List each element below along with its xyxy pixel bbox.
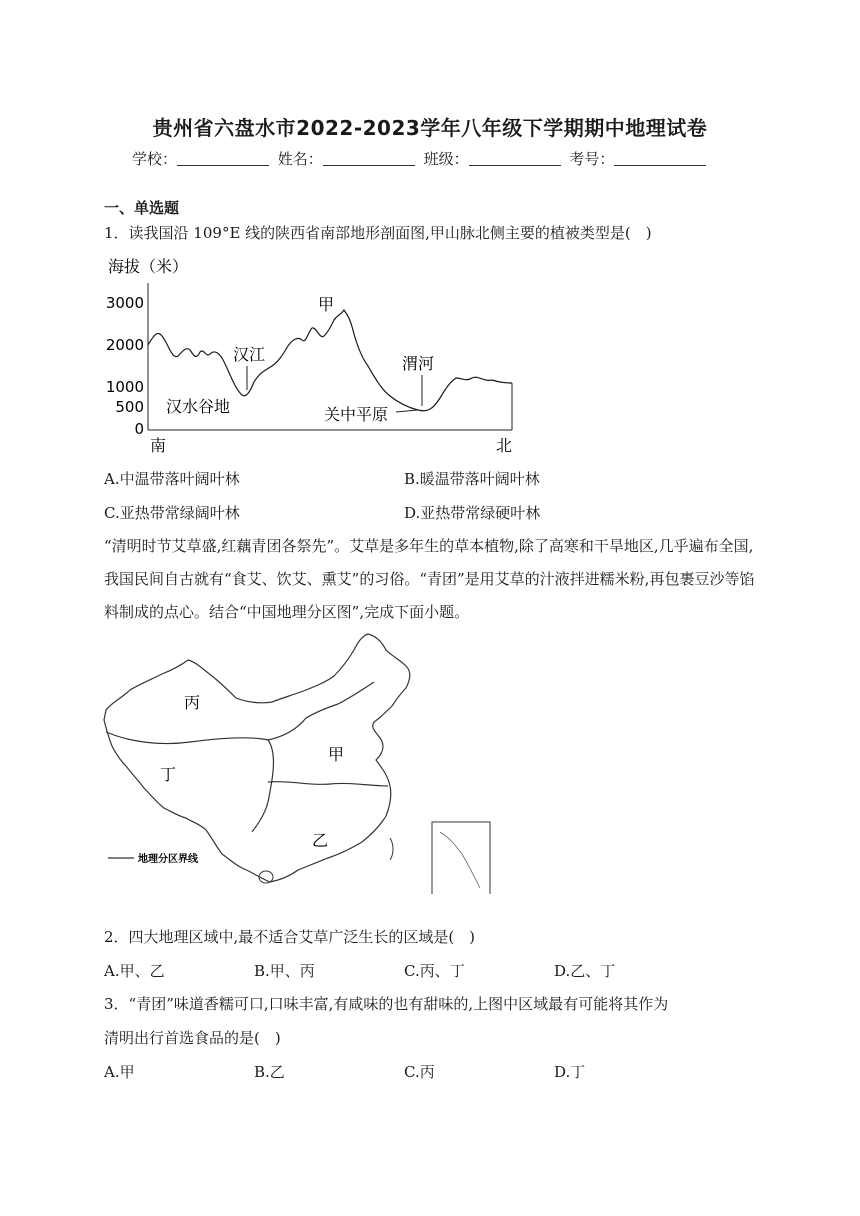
boundary-west-line <box>106 732 273 832</box>
ytick-1000: 1000 <box>105 378 144 396</box>
q1-option-b[interactable]: B.暖温带落叶阔叶林 <box>404 470 540 488</box>
hainan-island <box>259 871 273 883</box>
question-3-stem-line1: 3．“青团”味道香糯可口,口味丰富,有咸味的也有甜味的,上图中区域最有可能将其作为 <box>104 995 669 1013</box>
school-blank[interactable] <box>177 151 269 166</box>
class-blank[interactable] <box>469 151 561 166</box>
label-guanzhong-plain: 关中平原 <box>324 405 389 424</box>
region-jia: 甲 <box>328 745 345 764</box>
boundary-north-line <box>268 682 374 740</box>
q1-option-a[interactable]: A.中温带落叶阔叶林 <box>104 470 240 488</box>
question-2-stem: 2．四大地理区域中,最不适合艾草广泛生长的区域是( ) <box>104 928 476 946</box>
label-weihe: 渭河 <box>402 354 435 373</box>
question-3-stem-line2: 清明出行首选食品的是( ) <box>104 1029 281 1047</box>
q2-option-b[interactable]: B.甲、丙 <box>254 962 315 980</box>
china-outline <box>104 634 410 882</box>
label-north: 北 <box>496 436 513 455</box>
student-info-line <box>132 148 710 169</box>
label-south: 南 <box>150 436 167 455</box>
exam-number-label: 考号： <box>569 150 615 168</box>
terrain-profile-line <box>148 310 512 411</box>
region-bing: 丙 <box>184 693 201 712</box>
region-ding: 丁 <box>160 765 177 784</box>
q3-option-d[interactable]: D.丁 <box>554 1063 586 1081</box>
q2-option-a[interactable]: A.甲、乙 <box>104 962 165 980</box>
profile-ylabel: 海拔（米） <box>108 257 189 276</box>
ytick-2000: 2000 <box>105 336 144 354</box>
q2-option-c[interactable]: C.丙、丁 <box>404 962 465 980</box>
question-1-stem: 1．读我国沿 109°E 线的陕西省南部地形剖面图,甲山脉北侧主要的植被类型是( ) <box>104 224 652 242</box>
inset-coastline <box>440 832 480 888</box>
ytick-0: 0 <box>134 420 144 438</box>
exam-number-blank[interactable] <box>614 151 706 166</box>
class-label: 班级： <box>423 150 469 168</box>
taiwan-island <box>390 838 393 860</box>
section-heading: 一、单选题 <box>104 199 180 217</box>
school-label: 学校： <box>132 150 178 168</box>
label-hanshui-valley: 汉水谷地 <box>166 397 231 416</box>
q1-option-d[interactable]: D.亚热带常绿硬叶林 <box>404 504 541 522</box>
label-hanjiang: 汉江 <box>233 345 266 364</box>
q1-option-c[interactable]: C.亚热带常绿阔叶林 <box>104 504 240 522</box>
boundary-qinling-line <box>268 782 388 786</box>
region-yi: 乙 <box>312 831 329 850</box>
china-region-map <box>100 632 500 894</box>
q3-option-a[interactable]: A.甲 <box>104 1063 135 1081</box>
terrain-profile-figure <box>100 248 530 458</box>
q2-option-d[interactable]: D.乙、丁 <box>554 962 616 980</box>
label-jia-mountain: 甲 <box>318 295 335 314</box>
ytick-500: 500 <box>115 398 144 416</box>
page-title: 贵州省六盘水市2022-2023学年八年级下学期期中地理试卷 <box>152 116 708 140</box>
q3-option-b[interactable]: B.乙 <box>254 1063 285 1081</box>
name-label: 姓名： <box>277 150 323 168</box>
guanzhong-pointer <box>396 410 418 412</box>
ytick-3000: 3000 <box>105 294 144 312</box>
legend-label: 地理分区界线 <box>138 854 198 865</box>
passage-text: “清明时节艾草盛,红藕青团各祭先”。艾草是多年生的草本植物,除了高寒和干旱地区,几乎遍布全国,我国民间自古就有“食艾、饮艾、熏艾”的习俗。“青团”是用艾草的汁液拌进糯米粉,再包裹豆沙等馅料制成的点心。结合“中国地理分区图”,完成下面小题。 <box>104 537 755 621</box>
name-blank[interactable] <box>323 151 415 166</box>
q3-option-c[interactable]: C.丙 <box>404 1063 435 1081</box>
